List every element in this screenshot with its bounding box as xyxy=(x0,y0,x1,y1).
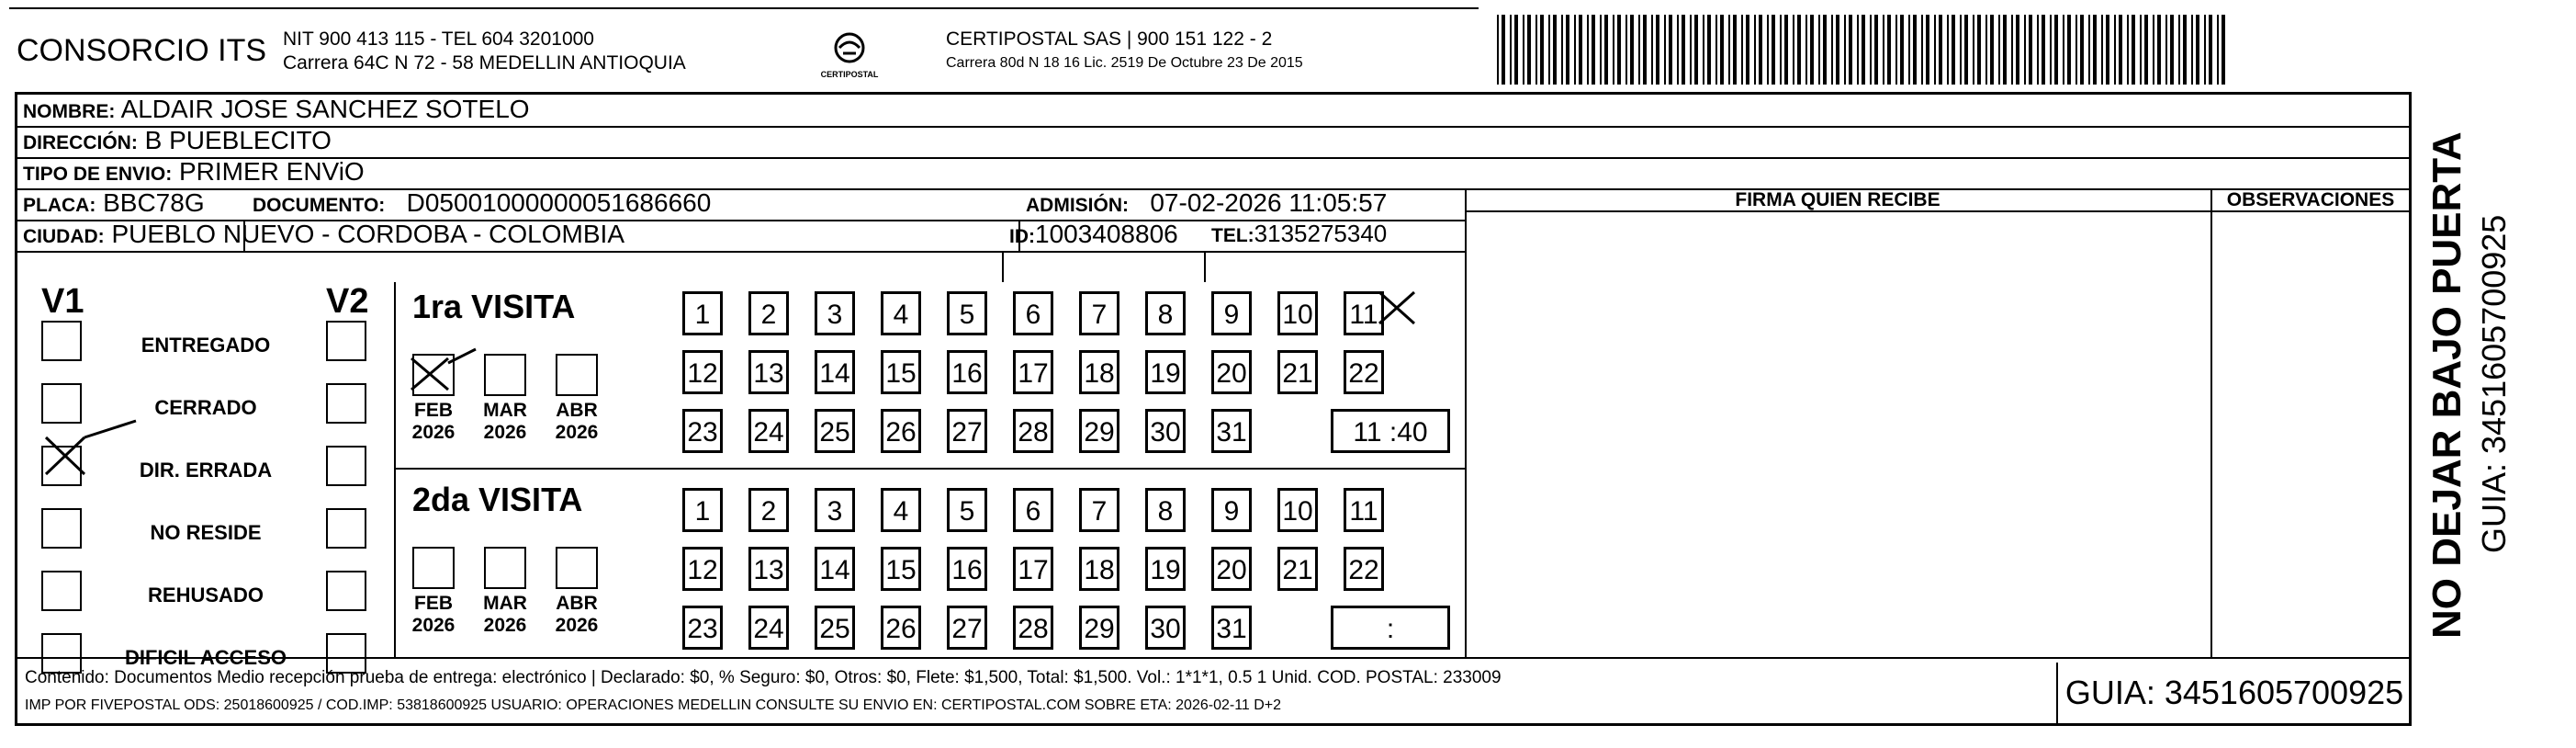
barcode-bar xyxy=(1836,15,1839,85)
visit2-time-box[interactable]: : xyxy=(1331,606,1450,650)
barcode-bar xyxy=(1797,15,1801,85)
tel-row xyxy=(1211,220,1387,248)
day-box[interactable]: 5 xyxy=(947,488,987,532)
barcode-bar xyxy=(1862,15,1865,85)
barcode-bar xyxy=(1913,15,1917,85)
day-box[interactable]: 18 xyxy=(1079,547,1119,591)
day-box[interactable]: 3 xyxy=(815,488,855,532)
month-year: 2026 xyxy=(411,615,456,636)
barcode-bar xyxy=(2075,15,2077,85)
day-box[interactable]: 16 xyxy=(947,547,987,591)
barcode-bar xyxy=(2093,15,2097,85)
barcode-bar xyxy=(1656,15,1659,85)
footer-guia: GUIA: 3451605700925 xyxy=(2056,663,2411,723)
ship-type-label: TIPO DE ENVIO: xyxy=(23,164,173,185)
status-v1-checkbox[interactable] xyxy=(41,446,82,486)
name-row xyxy=(23,95,530,124)
barcode-bar xyxy=(1592,15,1595,85)
month-checkbox[interactable] xyxy=(556,354,598,396)
barcode-bar xyxy=(1553,15,1557,85)
day-box[interactable]: 25 xyxy=(815,409,855,453)
barcode-bar xyxy=(1767,15,1769,85)
barcode-bar xyxy=(1690,15,1692,85)
barcode-bar xyxy=(2106,15,2109,85)
visit1-title: 1ra VISITA xyxy=(412,288,576,325)
day-box[interactable]: 5 xyxy=(947,291,987,335)
barcode-bar xyxy=(2217,15,2219,85)
admission-value: 07-02-2026 11:05:57 xyxy=(1150,188,1388,217)
day-box[interactable]: 28 xyxy=(1013,606,1053,650)
signature-column-divider xyxy=(1465,188,1467,657)
barcode-bar xyxy=(1497,15,1499,85)
name-label: NOMBRE: xyxy=(23,101,116,122)
barcode-bar xyxy=(1720,15,1724,85)
barcode-bar xyxy=(1600,15,1602,85)
barcode-bar xyxy=(2127,15,2129,85)
barcode-bar xyxy=(1977,15,1981,85)
footer-content-line: Contenido: Documentos Medio recepción prueba de entrega: electrónico | Declarado: $0, % Seguro: $0, Otros: $0, Flete: $1,500, Total: $1,500. Vol.: 1*1*1, 0.5 1 Unid. COD. POSTAL: 233009 xyxy=(25,668,1502,687)
month-name: ABR xyxy=(556,593,598,614)
barcode-bar xyxy=(1818,15,1820,85)
barcode-bar xyxy=(2170,15,2174,85)
footer-imp-line: IMP POR FIVEPOSTAL ODS: 25018600925 / COD.IMP: 53818600925 USUARIO: OPERACIONES MEDELLIN CONSULTE SU ENVIO EN: CERTIPOSTAL.COM SOBRE ETA: 2026-02-11 D+2 xyxy=(25,697,1282,713)
day-box[interactable]: 21 xyxy=(1277,547,1318,591)
month-checkbox[interactable] xyxy=(412,547,455,589)
day-box[interactable]: 6 xyxy=(1013,291,1053,335)
tel-divider xyxy=(1204,251,1206,282)
document-label: DOCUMENTO: xyxy=(253,195,386,216)
status-v2-checkbox[interactable] xyxy=(326,321,366,361)
barcode-bar xyxy=(1960,15,1962,85)
barcode-bar xyxy=(1754,15,1756,85)
top-rule xyxy=(9,7,1479,9)
barcode-bar xyxy=(2191,15,2193,85)
barcode-bar xyxy=(1643,15,1647,85)
month-name: FEB xyxy=(414,593,453,614)
status-v1-checkbox[interactable] xyxy=(41,321,82,361)
barcode-bar xyxy=(1810,15,1814,85)
barcode-bar xyxy=(2196,15,2199,85)
month-checkbox[interactable] xyxy=(484,547,526,589)
month-checkbox[interactable] xyxy=(484,354,526,396)
city-row xyxy=(23,220,624,249)
barcode-bar xyxy=(1566,15,1569,85)
barcode-bar xyxy=(2011,15,2013,85)
barcode-bar xyxy=(1926,15,1929,85)
month-name: MAR xyxy=(483,593,527,614)
day-box[interactable]: 8 xyxy=(1145,488,1186,532)
barcode-bar xyxy=(1728,15,1730,85)
barcode-bar xyxy=(1510,15,1512,85)
barcode-bar xyxy=(2063,15,2064,85)
day-box[interactable]: 15 xyxy=(881,350,921,394)
barcode-bar xyxy=(2157,15,2161,85)
v2-header: V2 xyxy=(326,282,369,321)
delivery-form xyxy=(15,92,2412,726)
barcode-bar xyxy=(1604,15,1608,85)
company-details xyxy=(283,28,686,75)
barcode-bar xyxy=(1952,15,1955,85)
day-box[interactable]: 13 xyxy=(748,547,789,591)
city-value: PUEBLO NUEVO - CORDOBA - COLOMBIA xyxy=(111,220,624,248)
barcode-bar xyxy=(2209,15,2212,85)
month-year: 2026 xyxy=(483,615,527,636)
day-box[interactable]: 15 xyxy=(881,547,921,591)
barcode-bar xyxy=(1514,15,1518,85)
month-year: 2026 xyxy=(555,615,599,636)
barcode-bar xyxy=(1934,15,1936,85)
v1-header: V1 xyxy=(41,282,84,321)
barcode-bar xyxy=(1805,15,1807,85)
status-label: REHUSADO xyxy=(148,584,264,606)
status-v1-checkbox[interactable] xyxy=(41,383,82,424)
barcode-bar xyxy=(1823,15,1827,85)
day-box[interactable]: 14 xyxy=(815,350,855,394)
barcode-bar xyxy=(2016,15,2019,85)
barcode-bar xyxy=(1900,15,1904,85)
id-row xyxy=(1009,220,1178,249)
document-value: D05001000000051686660 xyxy=(406,188,712,217)
ship-type: PRIMER ENViO xyxy=(178,157,365,186)
status-v2-checkbox[interactable] xyxy=(326,508,366,549)
barcode-bar xyxy=(2144,15,2148,85)
barcode-bar xyxy=(2024,15,2026,85)
day-box[interactable]: 17 xyxy=(1013,547,1053,591)
address-label: DIRECCIÓN: xyxy=(23,132,138,153)
day-box[interactable]: 29 xyxy=(1079,606,1119,650)
barcode-bar xyxy=(1780,15,1782,85)
day-box[interactable]: 7 xyxy=(1079,488,1119,532)
observations-column-divider xyxy=(2210,188,2212,657)
barcode-bar xyxy=(1857,15,1859,85)
tel-value: 3135275340 xyxy=(1254,220,1388,247)
logo-caption: CERTIPOSTAL xyxy=(820,70,879,79)
barcode-bar xyxy=(1527,15,1531,85)
barcode-bar xyxy=(1772,15,1775,85)
barcode-bar xyxy=(1535,15,1537,85)
barcode-bar xyxy=(2050,15,2052,85)
barcode-bar xyxy=(2003,15,2007,85)
month-name: ABR xyxy=(556,400,598,421)
barcode-bar xyxy=(2054,15,2058,85)
barcode-bar xyxy=(2037,15,2039,85)
address-row xyxy=(23,126,332,155)
month-label xyxy=(546,400,607,444)
day-box[interactable]: 9 xyxy=(1211,291,1252,335)
recipient-address: B PUEBLECITO xyxy=(144,126,332,154)
footer-divider xyxy=(17,657,2409,659)
day-box[interactable]: 24 xyxy=(748,409,789,453)
day-box[interactable]: 23 xyxy=(682,409,723,453)
barcode-bar xyxy=(1887,15,1891,85)
barcode-bar xyxy=(2114,15,2116,85)
day-box[interactable]: 24 xyxy=(748,606,789,650)
status-label: DIR. ERRADA xyxy=(139,459,273,482)
barcode-bar xyxy=(1677,15,1679,85)
barcode-bar xyxy=(1849,15,1852,85)
address-line: Carrera 64C N 72 - 58 MEDELLIN ANTIOQUIA xyxy=(283,52,686,74)
barcode-bar xyxy=(2183,15,2187,85)
barcode-bar xyxy=(1921,15,1923,85)
city-label: CIUDAD: xyxy=(23,226,105,247)
day-box[interactable]: 17 xyxy=(1013,350,1053,394)
day-box[interactable]: 20 xyxy=(1211,547,1252,591)
month-label xyxy=(403,400,464,444)
day-box[interactable]: 8 xyxy=(1145,291,1186,335)
day-box[interactable]: 2 xyxy=(748,488,789,532)
barcode-bar xyxy=(2204,15,2206,85)
barcode-bar xyxy=(1883,15,1884,85)
day-box[interactable]: 6 xyxy=(1013,488,1053,532)
barcode-bar xyxy=(1844,15,1846,85)
barcode-bar xyxy=(2080,15,2084,85)
day-box[interactable]: 30 xyxy=(1145,409,1186,453)
month-label xyxy=(546,593,607,637)
id-label: ID: xyxy=(1009,226,1035,247)
day-box[interactable]: 16 xyxy=(947,350,987,394)
month-year: 2026 xyxy=(411,422,456,443)
plate-value: BBC78G xyxy=(103,188,205,217)
barcode-bar xyxy=(1985,15,1987,85)
barcode-bar xyxy=(1998,15,2000,85)
observations-header: OBSERVACIONES xyxy=(2226,189,2395,210)
barcode-bar xyxy=(2067,15,2071,85)
day-box[interactable]: 29 xyxy=(1079,409,1119,453)
barcode-bar xyxy=(1831,15,1833,85)
row-divider xyxy=(17,251,1465,253)
day-box[interactable]: 22 xyxy=(1344,350,1384,394)
admission-row xyxy=(1026,188,1387,218)
month-label xyxy=(475,400,535,444)
month-year: 2026 xyxy=(555,422,599,443)
barcode-bar xyxy=(1733,15,1737,85)
barcode-bar xyxy=(1793,15,1794,85)
day-box[interactable]: 12 xyxy=(682,350,723,394)
id-value: 1003408806 xyxy=(1035,220,1178,248)
barcode-bar xyxy=(1548,15,1550,85)
day-box[interactable]: 19 xyxy=(1145,547,1186,591)
status-label: CERRADO xyxy=(154,396,257,419)
barcode-bar xyxy=(1947,15,1949,85)
barcode-bar xyxy=(1669,15,1672,85)
barcode-bar xyxy=(1540,15,1544,85)
no-under-door-warning: NO DEJAR BAJO PUERTA xyxy=(2424,131,2469,639)
status-v2-checkbox[interactable] xyxy=(326,383,366,424)
barcode-bar xyxy=(1741,15,1743,85)
barcode-bar xyxy=(1523,15,1524,85)
day-box[interactable]: 20 xyxy=(1211,350,1252,394)
barcode-bar xyxy=(2119,15,2122,85)
plate-row xyxy=(23,188,205,218)
plate-label: PLACA: xyxy=(23,195,96,216)
recipient-name: ALDAIR JOSE SANCHEZ SOTELO xyxy=(120,95,530,123)
day-box[interactable]: 1 xyxy=(682,488,723,532)
day-box[interactable]: 13 xyxy=(748,350,789,394)
day-box[interactable]: 22 xyxy=(1344,547,1384,591)
day-box[interactable]: 26 xyxy=(881,409,921,453)
day-box[interactable]: 27 xyxy=(947,606,987,650)
barcode-bar xyxy=(1703,15,1704,85)
barcode-bar xyxy=(1617,15,1621,85)
day-box[interactable]: 18 xyxy=(1079,350,1119,394)
day-box[interactable]: 25 xyxy=(815,606,855,650)
status-v2-checkbox[interactable] xyxy=(326,571,366,611)
day-box[interactable]: 28 xyxy=(1013,409,1053,453)
certipostal-details xyxy=(946,28,1303,75)
month-name: MAR xyxy=(483,400,527,421)
status-column-divider xyxy=(394,282,396,657)
day-box[interactable]: 7 xyxy=(1079,291,1119,335)
barcode-bar xyxy=(1715,15,1717,85)
barcode-bar xyxy=(1502,15,1505,85)
barcode-bar xyxy=(1707,15,1711,85)
barcode-bar xyxy=(2088,15,2090,85)
barcode-bar xyxy=(1973,15,1974,85)
company-name: CONSORCIO ITS xyxy=(17,33,267,68)
barcode-bar xyxy=(1651,15,1653,85)
barcode-bar xyxy=(2140,15,2142,85)
status-v2-checkbox[interactable] xyxy=(326,446,366,486)
barcode-bar xyxy=(1895,15,1897,85)
barcode-bar xyxy=(2042,15,2045,85)
day-box[interactable]: 23 xyxy=(682,606,723,650)
tel-label: TEL: xyxy=(1211,225,1254,246)
certipostal-line: CERTIPOSTAL SAS | 900 151 122 - 2 xyxy=(946,28,1273,50)
day-box[interactable]: 31 xyxy=(1211,606,1252,650)
nit-line: NIT 900 413 115 - TEL 604 3201000 xyxy=(283,28,594,50)
status-label: NO RESIDE xyxy=(150,521,262,544)
id-divider xyxy=(1002,251,1004,282)
day-box[interactable]: 11 xyxy=(1344,488,1384,532)
day-box[interactable]: 1 xyxy=(682,291,723,335)
barcode-bar xyxy=(1784,15,1788,85)
day-box[interactable]: 14 xyxy=(815,547,855,591)
barcode-bar xyxy=(2222,15,2225,85)
visit-divider xyxy=(394,468,1465,470)
day-box[interactable]: 31 xyxy=(1211,409,1252,453)
month-name: FEB xyxy=(414,400,453,421)
status-v1-checkbox[interactable] xyxy=(41,508,82,549)
certipostal-address: Carrera 80d N 18 16 Lic. 2519 De Octubre 23 De 2015 xyxy=(946,55,1303,71)
day-box[interactable]: 19 xyxy=(1145,350,1186,394)
day-box[interactable]: 12 xyxy=(682,547,723,591)
barcode-bar xyxy=(1870,15,1872,85)
barcode xyxy=(1497,15,2232,85)
document-row xyxy=(253,188,711,218)
day-box[interactable]: 10 xyxy=(1277,488,1318,532)
barcode-bar xyxy=(1630,15,1634,85)
barcode-bar xyxy=(1964,15,1968,85)
barcode-bar xyxy=(2101,15,2103,85)
month-checkbox[interactable] xyxy=(412,354,455,396)
signature-header: FIRMA QUIEN RECIBE xyxy=(1735,189,1940,210)
barcode-bar xyxy=(1574,15,1576,85)
barcode-bar xyxy=(1579,15,1582,85)
barcode-bar xyxy=(2165,15,2167,85)
month-label xyxy=(475,593,535,637)
status-label: DIFICIL ACCESO xyxy=(124,646,287,669)
month-checkbox[interactable] xyxy=(556,547,598,589)
side-guia: GUIA: 3451605700925 xyxy=(2475,214,2513,553)
barcode-bar xyxy=(1990,15,1994,85)
row-divider xyxy=(17,157,2409,159)
barcode-bar xyxy=(1759,15,1762,85)
certipostal-logo-icon xyxy=(817,29,882,85)
barcode-bar xyxy=(1746,15,1749,85)
day-box[interactable]: 4 xyxy=(881,488,921,532)
barcode-bar xyxy=(1625,15,1627,85)
admission-label: ADMISIÓN: xyxy=(1026,195,1129,216)
day-box[interactable]: 2 xyxy=(748,291,789,335)
barcode-bar xyxy=(1694,15,1698,85)
barcode-bar xyxy=(2029,15,2032,85)
barcode-bar xyxy=(1908,15,1910,85)
status-label: ENTREGADO xyxy=(141,334,271,357)
day-box[interactable]: 26 xyxy=(881,606,921,650)
ship-type-row xyxy=(23,157,365,187)
barcode-bar xyxy=(1638,15,1640,85)
status-v1-checkbox[interactable] xyxy=(41,571,82,611)
visit1-time-box[interactable]: 11 :40 xyxy=(1331,409,1450,453)
day-box[interactable]: 27 xyxy=(947,409,987,453)
barcode-bar xyxy=(1682,15,1685,85)
month-year: 2026 xyxy=(483,422,527,443)
barcode-bar xyxy=(2132,15,2135,85)
day-box[interactable]: 21 xyxy=(1277,350,1318,394)
barcode-bar xyxy=(1664,15,1666,85)
barcode-bar xyxy=(2153,15,2154,85)
barcode-bar xyxy=(1874,15,1878,85)
day-box[interactable]: 10 xyxy=(1277,291,1318,335)
day-box[interactable]: 3 xyxy=(815,291,855,335)
month-label xyxy=(403,593,464,637)
day-box[interactable]: 11 xyxy=(1344,291,1384,335)
visit2-title: 2da VISITA xyxy=(412,481,583,518)
barcode-bar xyxy=(2178,15,2180,85)
day-box[interactable]: 4 xyxy=(881,291,921,335)
day-box[interactable]: 30 xyxy=(1145,606,1186,650)
barcode-bar xyxy=(1561,15,1563,85)
day-box[interactable]: 9 xyxy=(1211,488,1252,532)
barcode-bar xyxy=(1939,15,1942,85)
barcode-bar xyxy=(1587,15,1589,85)
barcode-bar xyxy=(1613,15,1614,85)
row-divider xyxy=(17,126,2409,128)
